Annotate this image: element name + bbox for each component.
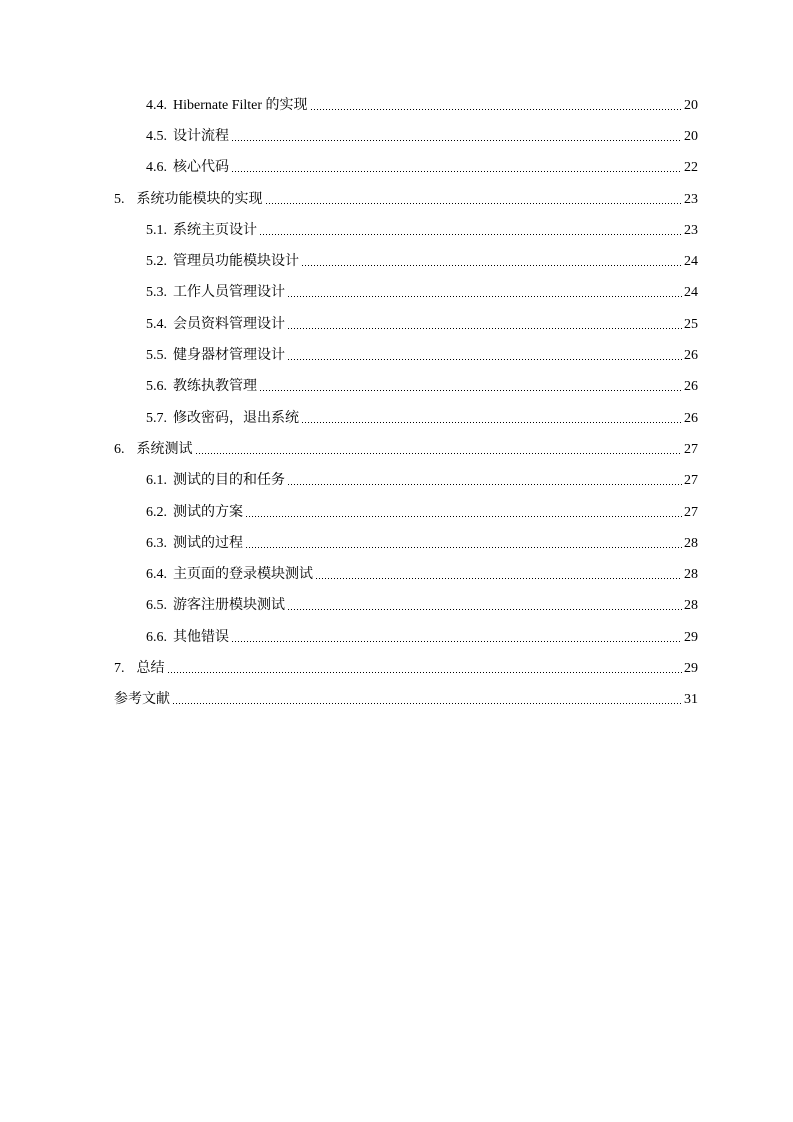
- page-number: 29: [684, 629, 698, 645]
- page-number: 27: [684, 441, 698, 457]
- page-number: 27: [684, 504, 698, 520]
- entry-title: 游客注册模块测试: [173, 598, 285, 614]
- entry-title: 主页面的登录模块测试: [173, 567, 313, 583]
- entry-title: 系统主页设计: [173, 222, 257, 238]
- entry-title: 测试的过程: [173, 535, 243, 551]
- toc-entry[interactable]: [0, 153, 793, 184]
- dot-leader: [259, 390, 682, 391]
- toc-entry[interactable]: [0, 622, 793, 653]
- page-number: 20: [684, 128, 698, 144]
- entry-number: 6.1.: [146, 473, 167, 489]
- dot-leader: [287, 484, 682, 485]
- page-number: 23: [684, 222, 698, 238]
- dot-leader: [301, 422, 682, 423]
- page-number: 28: [684, 535, 698, 551]
- entry-number: 5.2.: [146, 254, 167, 270]
- page-number: 29: [684, 660, 698, 676]
- entry-title: 管理员功能模块设计: [173, 254, 299, 270]
- entry-number: 6.5.: [146, 598, 167, 614]
- page-number: 31: [684, 692, 698, 708]
- page-number: 23: [684, 191, 698, 207]
- toc-entry[interactable]: [0, 466, 793, 497]
- page-number: 28: [684, 567, 698, 583]
- entry-title: 参考文献: [114, 692, 170, 708]
- dot-leader: [287, 296, 682, 297]
- dot-leader: [245, 516, 682, 517]
- entry-number: 6.2.: [146, 504, 167, 520]
- entry-number: 6.3.: [146, 535, 167, 551]
- entry-number: 7.: [114, 660, 125, 676]
- dot-leader: [287, 609, 682, 610]
- page-number: 25: [684, 316, 698, 332]
- toc-entry[interactable]: [0, 372, 793, 403]
- entry-title: 其他错误: [173, 629, 229, 645]
- toc-entry[interactable]: [0, 591, 793, 622]
- dot-leader: [231, 140, 682, 141]
- entry-number: 5.6.: [146, 379, 167, 395]
- entry-title: 核心代码: [173, 160, 229, 176]
- toc-entry[interactable]: [0, 246, 793, 277]
- entry-title: 会员资料管理设计: [173, 316, 285, 332]
- entry-title: 健身器材管理设计: [173, 348, 285, 364]
- dot-leader: [245, 547, 682, 548]
- page-number: 26: [684, 379, 698, 395]
- toc-entry[interactable]: [0, 403, 793, 434]
- dot-leader: [231, 171, 682, 172]
- entry-number: 5.: [114, 191, 125, 207]
- dot-leader: [259, 234, 682, 235]
- page-number: 26: [684, 348, 698, 364]
- entry-number: 6.: [114, 441, 125, 457]
- entry-title: Hibernate Filter 的实现: [173, 97, 308, 113]
- entry-title: 修改密码，退出系统: [173, 410, 299, 426]
- entry-title: 测试的目的和任务: [173, 473, 285, 489]
- dot-leader: [310, 109, 682, 110]
- entry-number: 5.7.: [146, 410, 167, 426]
- toc-entry[interactable]: [0, 215, 793, 246]
- page-number: 28: [684, 598, 698, 614]
- entry-title: 教练执教管理: [173, 379, 257, 395]
- toc-entry[interactable]: [0, 559, 793, 590]
- page-number: 22: [684, 160, 698, 176]
- toc-entry[interactable]: [0, 434, 793, 465]
- page-number: 20: [684, 97, 698, 113]
- toc-entry[interactable]: [0, 685, 793, 716]
- toc-entry[interactable]: [0, 90, 793, 121]
- toc-entry[interactable]: [0, 653, 793, 684]
- dot-leader: [287, 359, 682, 360]
- page-number: 27: [684, 473, 698, 489]
- dot-leader: [167, 672, 683, 673]
- toc-entry[interactable]: [0, 528, 793, 559]
- page-number: 24: [684, 285, 698, 301]
- entry-title: 工作人员管理设计: [173, 285, 285, 301]
- entry-number: 4.4.: [146, 97, 167, 113]
- entry-number: 5.3.: [146, 285, 167, 301]
- table-of-contents: [0, 90, 793, 716]
- dot-leader: [265, 203, 683, 204]
- dot-leader: [172, 703, 682, 704]
- toc-entry[interactable]: [0, 184, 793, 215]
- dot-leader: [231, 641, 682, 642]
- entry-number: 4.5.: [146, 128, 167, 144]
- page-number: 24: [684, 254, 698, 270]
- entry-number: 4.6.: [146, 160, 167, 176]
- entry-title: 系统功能模块的实现: [136, 191, 263, 207]
- entry-title: 设计流程: [173, 128, 229, 144]
- entry-number: 5.4.: [146, 316, 167, 332]
- entry-number: 6.6.: [146, 629, 167, 645]
- page-number: 26: [684, 410, 698, 426]
- toc-entry[interactable]: [0, 309, 793, 340]
- entry-number: 6.4.: [146, 567, 167, 583]
- dot-leader: [301, 265, 682, 266]
- toc-entry[interactable]: [0, 340, 793, 371]
- entry-number: 5.1.: [146, 222, 167, 238]
- entry-title: 测试的方案: [173, 504, 243, 520]
- dot-leader: [315, 578, 682, 579]
- toc-entry[interactable]: [0, 497, 793, 528]
- dot-leader: [195, 453, 683, 454]
- entry-title: 总结: [136, 660, 165, 676]
- dot-leader: [287, 328, 682, 329]
- toc-entry[interactable]: [0, 121, 793, 152]
- toc-entry[interactable]: [0, 278, 793, 309]
- entry-title: 系统测试: [136, 441, 193, 457]
- entry-number: 5.5.: [146, 348, 167, 364]
